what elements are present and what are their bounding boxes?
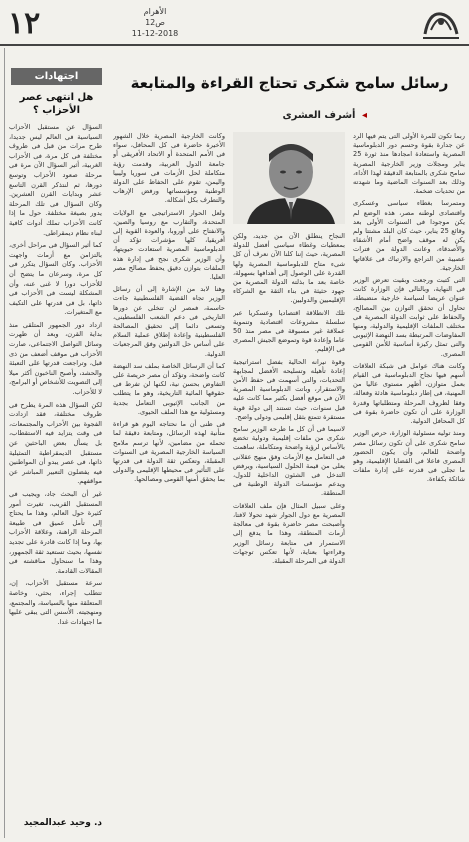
page-header [0, 0, 469, 46]
opinion-title: هل انتهى عصر الأحزاب ؟ [19, 92, 94, 116]
header-meta [110, 6, 200, 39]
opinion-paragraph: السؤال عن مستقبل الأحزاب السياسية فى العالم ليس جديدا، طرح مرات من قبل فى ظروف مختلفة فى كل مرة، فى الأحزاب الغربية، أثير السؤال الآن مرة فى مرحلة صعود الأحزاب وتوسع دورها، ثم لنتذكر القرن التاسع عشر وبدايات القرن العشرين. وكان السؤال فى تلك المرحلة يدور بصيغة مختلفة. حول ما إذا كانت الأحزاب تملك أدوات كافية لبناء نظام ديمقراطى. [9, 123, 102, 237]
page-number: ١٢ [8, 6, 41, 41]
opinion-paragraph: ازداد دور الجمهور المتلقى منذ بداية القرن، وبعد أن ظهرت وسائل التواصل الاجتماعى، صارت الأحزاب فى موقف أضعف من ذى قبل، وتراجعت قدرتها على التعبئة والحشد، وأصبح الناخبون أكثر ميلا إلى التصويت للأشخاص أو البرامج، لا للأحزاب. [9, 320, 102, 397]
article-paragraph: وكانت الخارجية المصرية خلال الشهور الأخيرة حاضرة فى كل المحافل، سواء فى الأمم المتحدة أو الاتحاد الأفريقى أو جامعة الدول العربية، وقدمت رؤية متكاملة لحل الأزمات فى سوريا وليبيا واليمن، تقوم على الحفاظ على الدولة الوطنية ومؤسساتها ورفض الإرهاب والتطرف بكل أشكاله. [113, 132, 225, 205]
article-paragraph: ومتمرسا بغطاء سياسى وعسكرى واقتصادى لوطنه مصر، هذه الوضع لم يكن موجودا فى السنوات الأولى بعد وقائع 25 يناير، حيث كان البلد مشتتا ولم يكن له موقف واضح أمام الأشقاء والأصدقاء، وعانت الدولة من فترات عصيبة من التراجع والارتباك فى علاقاتها الخارجية. [353, 199, 465, 272]
newspaper-name: الأهرام [143, 7, 167, 16]
page-label: ص12 [145, 18, 165, 27]
column-tag: اجتهادات [11, 68, 102, 85]
article-column-right [353, 132, 465, 830]
article-paragraph: كما أن الرسائل الخاصة بملف سد النهضة كانت واضحة، وتؤكد أن مصر حريصة على التفاوض بحسن نية، لكنها لن تفرط فى حقوقها المائية التاريخية، وهو ما يتطلب من الجانب الإثيوبى التعامل بجدية ومسئولية مع هذا الملف الحيوى. [113, 361, 225, 416]
issue-date: 11-12-2018 [131, 29, 179, 38]
article-paragraph: النجاح ينطلق الآن من جديد، ولكن بمعطيات وغطاء سياسى أفضل للدولة المصرية، حيث إننا كلنا الآن نعرف أن كل شىء متاح للدبلوماسية المصرية ولها القدرة على الوصول إلى أهدافها بسهولة، خاصة بعد ما بذلته الدولة المصرية من جهود حثيثة فى بناء الثقة مع الشركاء الإقليميين والدوليين. [233, 232, 345, 305]
article-paragraph: ربما تكون للمرة الأولى التى يتم فيها الرد عن جدارة بقوة وحسم دور الدبلوماسية المصرية واستعادة امجادها منذ ثورة 25 يناير ومجلات وزير الخارجية المصرية سامح شكرى بالمتابعة الدقيقة لهذا الأداء، وذلك بعد السنوات الماضية وما شهدته من تحديات ضخمة. [353, 132, 465, 196]
article-paragraph: وهنا لابد من الإشارة إلى أن رسائل الوزير تجاه القضية الفلسطينية جاءت حاسمة، فمصر لن تتخلى عن دورها التاريخى فى دعم الشعب الفلسطينى، وتسعى دائما إلى تحقيق المصالحة الفلسطينية وإعادة إطلاق عملية السلام على أساس حل الدولتين وفق المرجعيات الدولية. [113, 285, 225, 358]
article-paragraph: وقوة نيرانه الحالية بفضل استراتيجية إعادة تأهيله وتسليحه الأفضل لمجابهة التحديات، والتى أسهمت فى حفظ الأمن والاستقرار، وباتت الدبلوماسية المصرية الآن فى موقع أفضل بكثير مما كانت عليه قبل سنوات، حيث تستند إلى دولة قوية مستقرة تتمتع بثقل إقليمى ودولى واضح. [233, 357, 345, 421]
article-columns [112, 132, 467, 830]
article-paragraph: تلك الانطلاقة اقتصاديا وعسكريا عبر سلسلة مشروعات اقتصادية وتنموية عملاقة غير مسبوقة فى مصر منذ 50 عاما وإعادة قوة وتموضع الجيش المصرى فى الإقليم. [233, 308, 345, 354]
opinion-paragraph: سرعة مستقبل الأحزاب، إن، تتطلب إجراء، بحثي، وخاصة المتعلقة منها بالسياسة، والمجتمع، ومنهجيته. الأسس التى يبقى عليها ما اجتهادات غدا. [9, 579, 102, 626]
article-paragraph: ومنذ توليه مسئولية الوزارة، حرص الوزير سامح شكرى على أن تكون رسائل مصر واضحة للعالم، وأن يكون الحضور المصرى فاعلا فى القضايا الإقليمية، وهو ما تجلى فى قدرته على إدارة ملفات شائكة بكفاءة. [353, 429, 465, 484]
main-article [112, 48, 467, 838]
opinion-body [5, 123, 108, 743]
article-paragraph: لاسيما فى أن كل ما طرحه الوزير سامح شكرى من ملفات إقليمية ودولية تخضع بالأساس لرؤية واضحة ومتكاملة، ساهمت فى التعامل مع الأزمات وفق منهج عقلانى يعلى من قيمة الحلول السياسية، ويرفض التدخل فى الشئون الداخلية للدول، ويدعم مؤسسات الدولة الوطنية فى المنطقة. [233, 425, 345, 498]
article-paragraph: ولعل الحوار الاستراتيجى مع الولايات المتحدة، والتقارب مع روسيا والصين، والانفتاح على أوروبا، والعودة القوية إلى أفريقيا، كلها مؤشرات تؤكد أن الدبلوماسية المصرية استعادت حيويتها، وأن الوزير شكرى نجح فى إدارة هذه الملفات بتوازن دقيق يحفظ مصالح مصر العليا. [113, 208, 225, 282]
opinion-paragraph: غير أن البحث جاد، ويجيب فى المستقبل القريب، تغيرت أمور كثيرة حول العالم، وهذا ما يحتاج إلى تأمل عميق فى طبيعة المرحلة الراهنة، وعلاقة الأحزاب بها، وما إذا كانت قادرة على تجديد نفسها، بحيث تستعيد ثقة الجمهور، وهذا ما سنحاول مناقشته فى المقالات القادمة. [9, 489, 102, 575]
article-paragraph: وكانت هناك عوامل فى شبكة العلاقات أسهم فيها نجاح الدبلوماسية فى القيام بعمل متوازن، أظهر مستوى عاليا من المهنية، فى إطار دبلوماسية هادئة وفعالة، وفقا لظروف المرحلة ومتطلباتها وقدرة الوزارة على أن تكون حاضرة بقوة فى كل المحافل الدولية. [353, 361, 465, 426]
opinion-author: د. وحيد عبدالمجيد [23, 818, 102, 828]
opinion-paragraph: لكن السؤال هذه المرة يطرح فى ظروف مختلفة، فقد ازدادت الفجوة بين الأحزاب والمجتمعات، فى وقت يتزايد فيه الاستقطاب، بل يسأل بعض الباحثين عن مستقبل الديمقراطية التمثيلية ذاتها، فى عصر يبدو أن المواطنين فيه يفضلون التعبير المباشر عن مواقفهم. [9, 400, 102, 486]
article-paragraph: وعلى سبيل المثال فإن ملف العلاقات المصرية مع دول الجوار شهد تحولا لافتا، وأصبحت مصر حاضرة بقوة فى معالجة أزمات المنطقة، وهذا ما يدفع إلى الاستمرار فى متابعة رسائل الوزير وقراءتها بعناية، لأنها تعكس توجهات الدولة فى المرحلة المقبلة. [233, 501, 345, 565]
article-author: أشرف العشرى [282, 110, 356, 121]
article-column-middle [233, 132, 345, 830]
bullet-icon: ◂ [361, 110, 367, 121]
opinion-paragraph: كما أثير السؤال فى مراحل أخرى، بالتزامن مع أزمات واجهت الأحزاب. وكان السؤال يتكرر فى كل مرة، وسرعان ما يتضح أن للأحزاب دورا لا غنى عنه، وأن المشكلة ليست فى الأحزاب فى ذاتها، بل فى قدرتها على التكيف مع المتغيرات. [9, 241, 102, 317]
al-ahram-logo-icon [419, 4, 463, 42]
article-paragraph: فى ظنى أن ما نحتاجه اليوم هو قراءة متأنية لهذه الرسائل، ومتابعة دقيقة لما تحمله من مضامين، لأنها ترسم ملامح السياسة الخارجية المصرية فى السنوات المقبلة، وتعكس ثقة الدولة فى قدرتها على التأثير فى محيطها الإقليمى والدولى بما يحقق أمنها القومى ومصالحها. [113, 420, 225, 484]
article-paragraph: التى كتبت ورجعت وبقيت تعرض الوزير فى النهاية، وبالتالى فإن الوزارة كانت عنوان عريضا لسياسة خارجية منضبطة، تحاول أن تحقق التوازن بين المصالح، والحفاظ على ثوابت الدولة المصرية فى مختلف الملفات الإقليمية والدولية، ومنها المفاوضات المرتبطة بسد النهضة الإثيوبى والتى تمثل ركيزة أساسية للأمن القومى المصرى. [353, 276, 465, 358]
article-column-left [113, 132, 225, 830]
opinion-column [4, 48, 108, 838]
article-title: رسائل سامح شكرى تحتاج القراءة والمتابعة [130, 74, 449, 92]
article-byline [283, 110, 367, 121]
